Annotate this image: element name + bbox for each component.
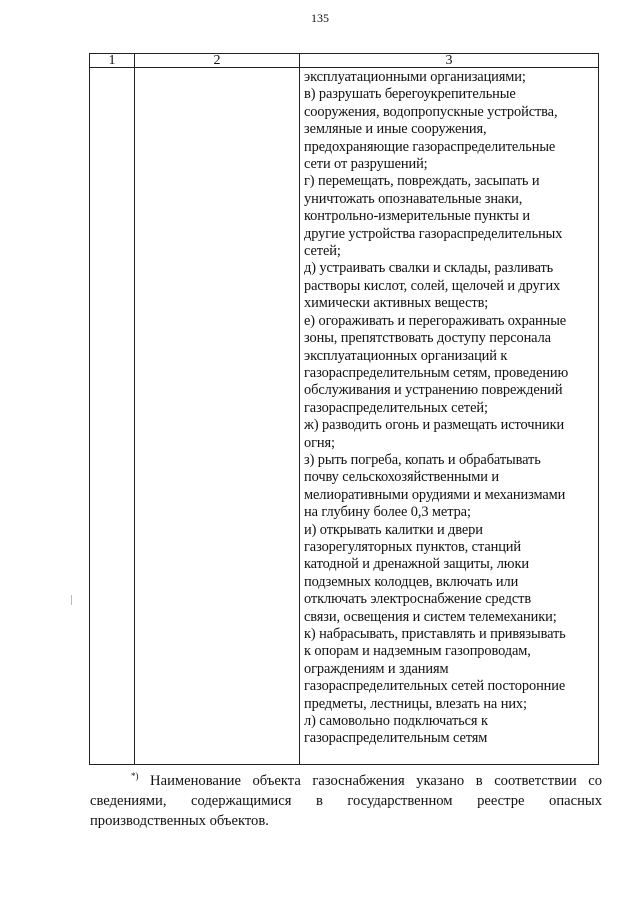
cell-col-2 bbox=[135, 68, 300, 765]
text-line: ж) разводить огонь и размещать источники bbox=[304, 417, 565, 434]
header-col-3: 3 bbox=[300, 54, 599, 68]
regulation-table bbox=[89, 53, 599, 765]
text-line: газораспределительных сетей; bbox=[304, 399, 488, 416]
text-line: отключать электроснабжение средств bbox=[304, 591, 532, 608]
text-line: контрольно-измерительные пункты и bbox=[304, 208, 530, 225]
footnote-line-2: сведениями, содержащимися в государственном реестре опасных bbox=[90, 793, 602, 809]
text-line: обслуживания и устранению повреждений bbox=[304, 382, 563, 399]
text-line: огня; bbox=[304, 434, 335, 451]
footnote bbox=[90, 771, 602, 831]
text-line: зоны, препятствовать доступу персонала bbox=[304, 330, 551, 347]
table-row bbox=[90, 68, 599, 765]
footnote-mark: *) bbox=[131, 771, 139, 782]
text-line: земляные и иные сооружения, bbox=[304, 121, 487, 138]
text-line: газорегуляторных пунктов, станций bbox=[304, 538, 522, 555]
text-line: ограждениям и зданиям bbox=[304, 660, 449, 677]
text-line: л) самовольно подключаться к bbox=[304, 713, 488, 730]
header-col-2: 2 bbox=[135, 54, 300, 68]
header-col-1: 1 bbox=[90, 54, 135, 68]
text-line: растворы кислот, солей, щелочей и других bbox=[304, 277, 561, 294]
text-line: на глубину более 0,3 метра; bbox=[304, 504, 471, 521]
text-line: газораспределительным сетям bbox=[304, 730, 488, 747]
table-header-row bbox=[90, 54, 599, 68]
text-line: сетей; bbox=[304, 243, 341, 260]
text-line: предметы, лестницы, влезать на них; bbox=[304, 695, 527, 712]
text-line: почву сельскохозяйственными и bbox=[304, 469, 499, 486]
text-line: и) открывать калитки и двери bbox=[304, 521, 483, 538]
text-line: эксплуатационных организаций к bbox=[304, 347, 508, 364]
page-number: 135 bbox=[311, 11, 329, 25]
text-line: к опорам и надземным газопроводам, bbox=[304, 643, 531, 660]
text-line: другие устройства газораспределительных bbox=[304, 225, 563, 242]
text-line: газораспределительных сетей посторонние bbox=[304, 678, 566, 695]
text-line: катодной и дренажной защиты, люки bbox=[304, 556, 529, 573]
text-line: сети от разрушений; bbox=[304, 156, 428, 173]
text-line: газораспределительным сетям, проведению bbox=[304, 364, 569, 381]
text-line: уничтожать опознавательные знаки, bbox=[304, 190, 523, 207]
text-line: эксплуатационными организациями; bbox=[304, 69, 526, 85]
footnote-line-3: производственных объектов. bbox=[90, 813, 269, 829]
footnote-text-1: Наименование объекта газоснабжения указано в соответствии со bbox=[150, 773, 602, 789]
text-line: предохраняющие газораспределительные bbox=[304, 138, 556, 155]
text-line: г) перемещать, повреждать, засыпать и bbox=[304, 173, 540, 190]
text-line: подземных колодцев, включать или bbox=[304, 573, 519, 590]
text-line: мелиоративными орудиями и механизмами bbox=[304, 486, 566, 503]
text-line: химически активных веществ; bbox=[304, 295, 489, 312]
text-line: д) устраивать свалки и склады, разливать bbox=[304, 260, 554, 277]
cell-col-1 bbox=[90, 68, 135, 765]
text-line: е) огораживать и перегораживать охранные bbox=[304, 312, 567, 329]
text-line: к) набрасывать, приставлять и привязывать bbox=[304, 626, 566, 642]
text-line: в) разрушать берегоукрепительные bbox=[304, 86, 516, 103]
text-line: сооружения, водопропускные устройства, bbox=[304, 103, 558, 120]
text-line: связи, освещения и систем телемеханики; bbox=[304, 608, 557, 625]
footnote-line-1 bbox=[90, 771, 602, 791]
margin-mark bbox=[71, 595, 72, 605]
cell-col-3 bbox=[300, 68, 599, 765]
text-line: з) рыть погреба, копать и обрабатывать bbox=[304, 451, 541, 468]
